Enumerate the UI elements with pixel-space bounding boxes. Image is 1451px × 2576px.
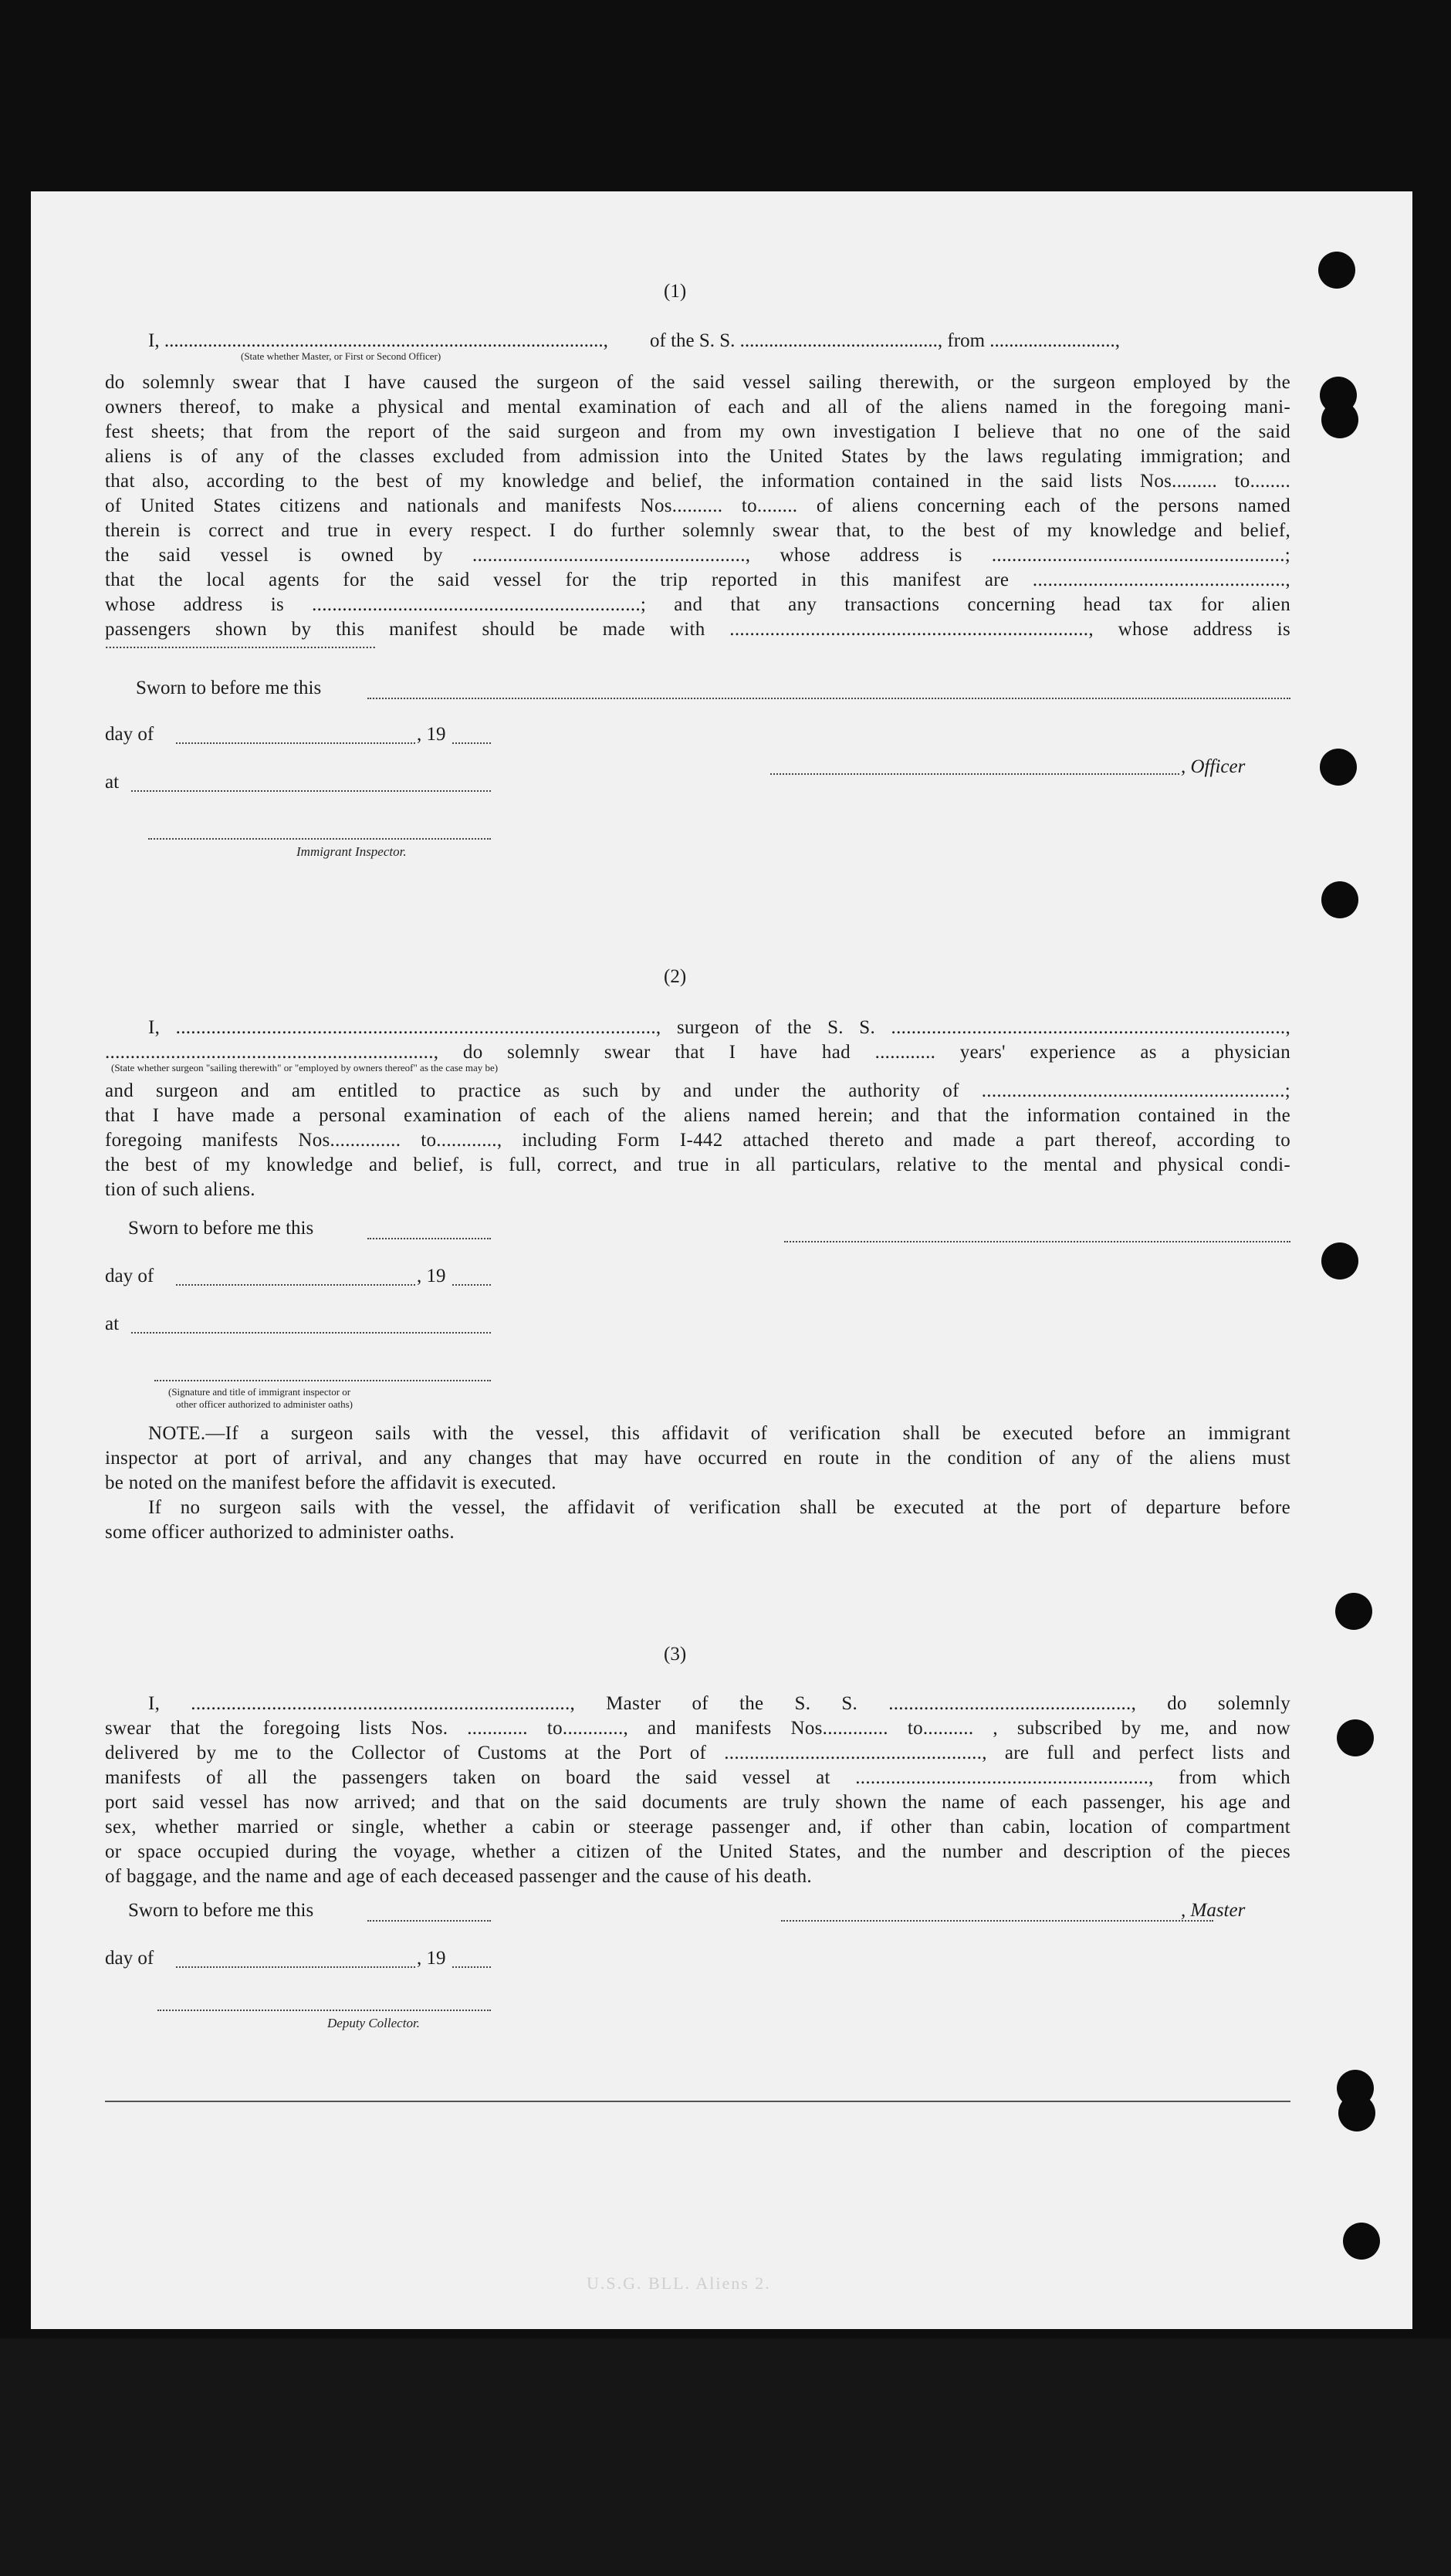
s1-sworn-line [367,698,1290,699]
s1-sworn-label: Sworn to before me this [136,678,322,698]
section-2-number: (2) [664,966,687,987]
s2-sig-caption-1: (Signature and title of immigrant inspector or [168,1386,351,1398]
s2-note-line: some officer authorized to administer oaths. [105,1522,455,1543]
s2-inspector-line [154,1380,491,1381]
s1-line-1a: I, ..........................................................................................., [148,330,608,351]
s1-inspector-caption: Immigrant Inspector. [296,844,407,859]
s3-body-line: swear that the foregoing lists Nos. ............ to............, and manifests Nos............. to.......... , subscribed by me, and now [105,1718,1290,1739]
s2-line-2: ................................................................., do solemnly swear that I have had ............ years' experience as a physician [105,1042,1290,1063]
s2-sig-caption-2: other officer authorized to administer oaths) [176,1398,353,1410]
s2-note-line: If no surgeon sails with the vessel, the affidavit of verification shall be executed at the port of departure before [148,1497,1290,1518]
s2-note-line: inspector at port of arrival, and any changes that may have occurred en route in the condition of any of the aliens must [105,1448,1290,1469]
s2-note-line: be noted on the manifest before the affidavit is executed. [105,1472,556,1493]
s2-sworn-label: Sworn to before me this [128,1218,314,1239]
s1-body-line: aliens is of any of the classes excluded from admission into the United States by the laws regulating immigration; and [105,446,1290,467]
s1-body-line: owners thereof, to make a physical and mental examination of each and all of the aliens named in the foregoing mani- [105,397,1290,418]
s3-day-label: day of [105,1948,154,1969]
s3-master-line [781,1920,1213,1922]
s1-body-line: fest sheets; that from the report of the said surgeon and from my own investigation I believe that no one of the said [105,421,1290,442]
s2-caption: (State whether surgeon "sailing therewith" or "employed by owners thereof" as the case may be) [111,1062,499,1073]
s2-at-label: at [105,1313,120,1334]
s3-body-line: sex, whether married or single, whether a cabin or steerage passenger and, if other than cabin, location of compartment [105,1817,1290,1837]
s3-collector-line [157,2010,491,2011]
punch-hole [1338,2094,1375,2131]
s1-officer-label: , Officer [1181,756,1246,777]
s1-body-line: that the local agents for the said vessel for the trip reported in this manifest are .................................................., [105,570,1290,590]
s2-day-line [176,1284,415,1286]
section-3-number: (3) [664,1644,687,1665]
punch-hole [1335,1593,1372,1630]
s1-body-line: whose address is .................................................................; and that any transactions concerning head tax for alien [105,594,1290,615]
s2-year-line [452,1284,491,1286]
s1-trailing-dots: .............................................................................. [105,636,376,651]
s2-line-1: I, ..............................................................................................., surgeon of the S. S. .............................................................................., [148,1017,1290,1038]
punch-hole [1343,2223,1380,2260]
punch-hole [1320,749,1357,786]
s3-body-line: of baggage, and the name and age of each deceased passenger and the cause of his death. [105,1866,812,1887]
punch-hole [1321,881,1358,918]
s3-body-line: or space occupied during the voyage, whether a citizen of the United States, and the number and description of the pieces [105,1841,1290,1862]
s1-at-line [131,790,491,792]
s3-collector-caption: Deputy Collector. [327,2016,420,2030]
s2-signature-line [784,1241,1290,1242]
s3-year-label: , 19 [417,1948,446,1969]
bleed-through: U.S.G. BLL. Aliens 2. [587,2273,771,2293]
punch-hole [1321,1242,1358,1280]
s1-day-line [176,742,415,744]
s3-master-label: , Master [1181,1900,1246,1921]
s1-body-line: do solemnly swear that I have caused the surgeon of the said vessel sailing therewith, or the surgeon employed by the [105,372,1290,393]
s3-year-line [452,1966,491,1968]
s1-year-line [452,742,491,744]
section-1-number: (1) [664,281,687,302]
s1-line-1b: of the S. S. ........................................., from .........................., [650,330,1121,351]
s2-note-line: NOTE.—If a surgeon sails with the vessel, this affidavit of verification shall be executed before an immigrant [148,1423,1290,1444]
s2-body-line: the best of my knowledge and belief, is full, correct, and true in all particulars, relative to the mental and physical condi- [105,1154,1290,1175]
s1-body-line: of United States citizens and nationals and manifests Nos.......... to........ of aliens concerning each of the persons named [105,495,1290,516]
s1-caption: (State whether Master, or First or Second Officer) [241,350,441,362]
s2-day-label: day of [105,1266,154,1286]
s3-sworn-label: Sworn to before me this [128,1900,314,1921]
punch-hole [1318,252,1355,289]
s1-inspector-line [148,838,491,840]
s3-sworn-line [367,1920,491,1922]
s2-year-label: , 19 [417,1266,446,1286]
s3-body-line: I, ..........................................................................., Master of the S. S. ................................................, do solemnly [148,1693,1290,1714]
s1-officer-line [770,773,1179,775]
bottom-rule [105,2101,1290,2102]
s2-sworn-line [367,1238,491,1239]
s2-body-line: and surgeon and am entitled to practice as such by and under the authority of ............................................................; [105,1080,1290,1101]
s1-year-label: , 19 [417,724,446,745]
punch-hole [1337,1719,1374,1756]
punch-hole [1321,401,1358,438]
s2-at-line [131,1332,491,1334]
s1-body-line: that also, according to the best of my knowledge and belief, the information contained in the said lists Nos......... to........ [105,471,1290,492]
s2-body-line: foregoing manifests Nos.............. to............, including Form I-442 attached thereto and made a part thereof, according to [105,1130,1290,1151]
s1-body-line: therein is correct and true in every respect. I do further solemnly swear that, to the best of my knowledge and belief, [105,520,1290,541]
s3-day-line [176,1966,415,1968]
s2-body-line: tion of such aliens. [105,1179,255,1200]
document-page [31,191,1412,2329]
s1-day-label: day of [105,724,154,745]
s1-at-label: at [105,772,120,793]
s2-body-line: that I have made a personal examination of each of the aliens named herein; and that the information contained in the [105,1105,1290,1126]
s3-body-line: delivered by me to the Collector of Customs at the Port of ..................................................., are full and perfect lists and [105,1743,1290,1763]
s3-body-line: port said vessel has now arrived; and that on the said documents are truly shown the name of each passenger, his age and [105,1792,1290,1813]
s1-body-line: the said vessel is owned by ......................................................, whose address is ..........................................................; [105,545,1290,566]
s3-body-line: manifests of all the passengers taken on board the said vessel at .........................................................., from which [105,1767,1290,1788]
s1-body-line: passengers shown by this manifest should be made with ......................................................................., whose address is [105,619,1290,640]
film-border [0,2338,1451,2576]
